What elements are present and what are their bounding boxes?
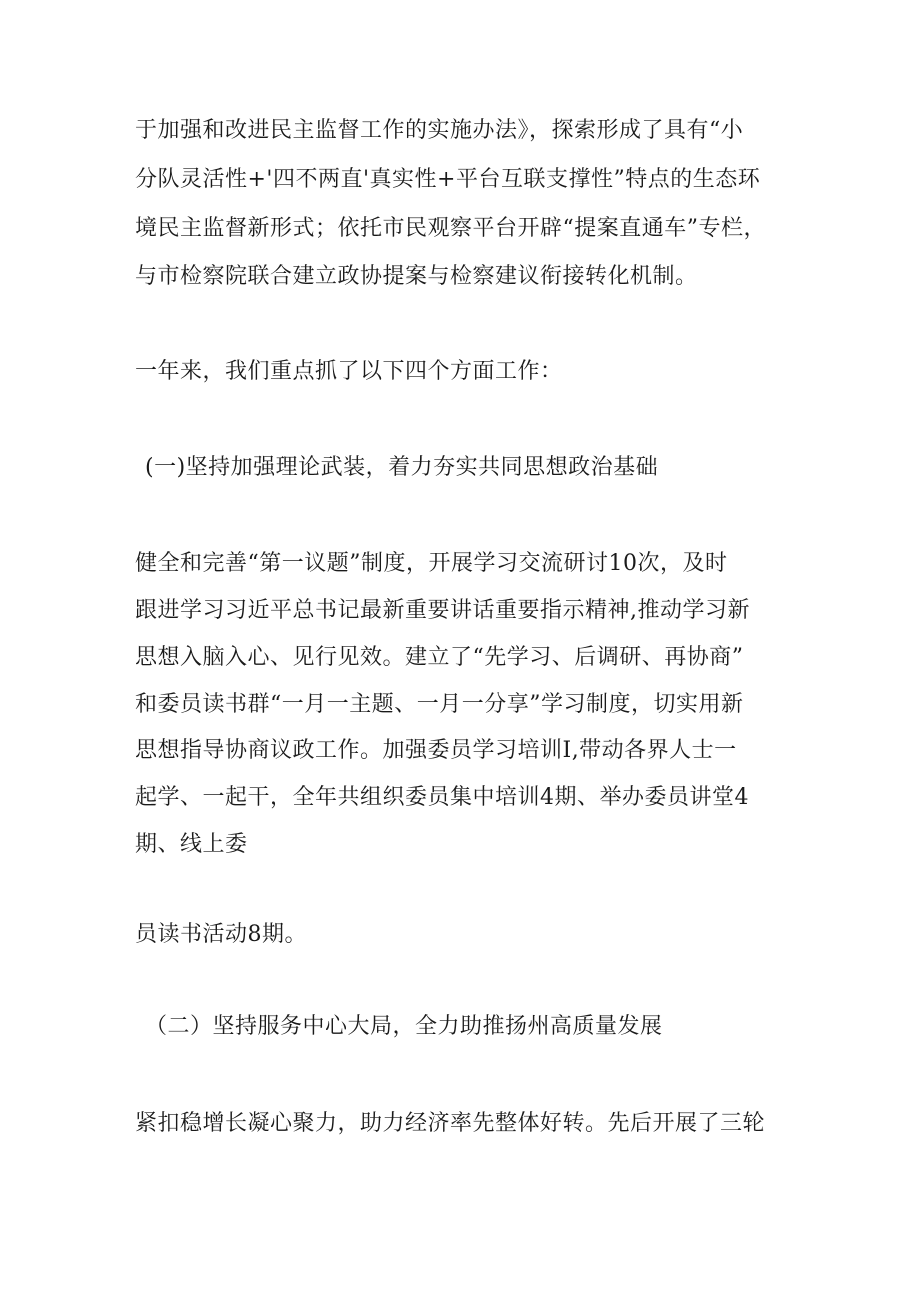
section-1-line-7: 期、线上委 bbox=[135, 832, 248, 857]
summary-line: 一年来，我们重点抓了以下四个方面工作： bbox=[135, 359, 563, 384]
intro-line-4: 与市检察院联合建立政协提案与检察建议衔接转化机制。 bbox=[135, 264, 698, 289]
section-1-line-6: 起学、一起干，全年共组织委员集中培训4期、举办委员讲堂4 bbox=[135, 785, 749, 810]
intro-line-3: 境民主监督新形式；依托市民观察平台开辟“提案直通车”专栏， bbox=[135, 216, 766, 241]
section-1-line-5: 思想指导协商议政工作。加强委员学习培训I,带动各界人士一 bbox=[135, 738, 737, 763]
section-1-line-2: 跟进学习习近平总书记最新重要讲话重要指示精神,推动学习新 bbox=[135, 598, 750, 623]
section-1-line-1: 健全和完善“第一议题”制度，开展学习交流研讨10次，及时 bbox=[135, 551, 728, 576]
intro-line-1: 于加强和改进民主监督工作的实施办法》，探索形成了具有“小 bbox=[135, 118, 744, 143]
section-2-line-1: 紧扣稳增长凝心聚力，助力经济率先整体好转。先后开展了三轮 bbox=[135, 1111, 766, 1136]
section-1-continuation: 员读书活动8期。 bbox=[135, 922, 307, 947]
section-1-line-4: 和委员读书群“一月一主题、一月一分享”学习制度，切实用新 bbox=[135, 692, 744, 717]
section-1-line-3: 思想入脑入心、见行见效。建立了“先学习、后调研、再协商” bbox=[135, 645, 744, 670]
intro-line-2: 分队灵活性+'四不两直'真实性+平台互联支撑性”特点的生态环 bbox=[135, 167, 761, 192]
section-2-heading: （二）坚持服务中心大局，全力助推扬州高质量发展 bbox=[145, 1014, 663, 1039]
section-1-heading: (一)坚持加强理论武装，着力夯实共同思想政治基础 bbox=[145, 455, 659, 480]
